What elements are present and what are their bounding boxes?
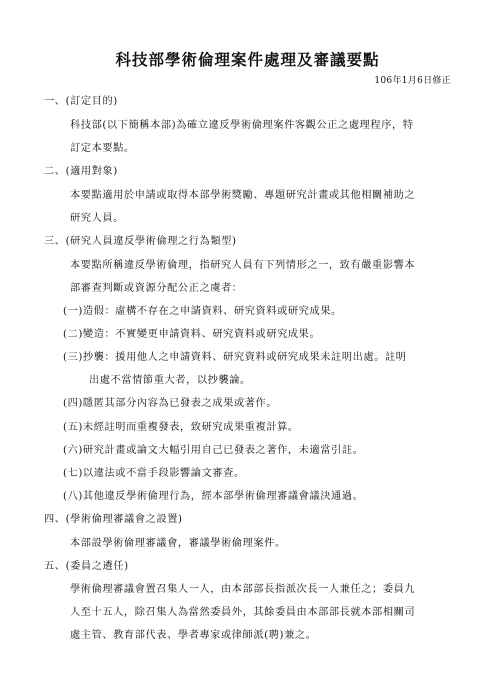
section-2-body-line-1: 本要點適用於申請或取得本部學術獎勵、專題研究計畫或其他相關補助之	[70, 190, 416, 201]
section-5-body-line-1: 學術倫理審議會置召集人一人，由本部部長指派次長一人兼任之；委員九	[70, 584, 416, 595]
section-2-heading: 二、(適用對象)	[44, 166, 118, 177]
section-1-body-line-1: 科技部(以下簡稱本部)為確立違反學術倫理案件客觀公正之處理程序，特	[70, 120, 414, 131]
section-3-body-line-1: 本要點所稱違反學術倫理，指研究人員有下列情形之一，致有嚴重影響本	[70, 260, 416, 271]
list-item-5: (五)未經註明而重複發表，致研究成果重複計算。	[63, 422, 299, 433]
section-5-body-line-3: 處主管、教育部代表、學者專家或律師派(聘)兼之。	[70, 630, 317, 641]
revision-date: 106年1月6日修正	[374, 76, 451, 86]
list-item-4: (四)隱匿其部分內容為已發表之成果或著作。	[63, 398, 278, 409]
section-4-heading: 四、(學術倫理審議會之設置)	[44, 514, 183, 525]
list-item-1: (一)造假：虛構不存在之申請資料、研究資料或研究成果。	[63, 306, 342, 317]
section-5-body-line-2: 人至十五人，除召集人為當然委員外，其餘委員由本部部長就本部相關司	[70, 607, 416, 618]
section-3-heading: 三、(研究人員違反學術倫理之行為類型)	[44, 236, 237, 247]
list-item-3-continuation: 出處不當情節重大者，以抄襲論。	[89, 375, 251, 386]
section-2-body-line-2: 研究人員。	[70, 213, 124, 224]
section-3-body-line-2: 部審查判斷或資源分配公正之虞者：	[70, 283, 243, 294]
list-item-2: (二)變造：不實變更申請資料、研究資料或研究成果。	[63, 329, 321, 340]
list-item-3: (三)抄襲：援用他人之申請資料、研究資料或研究成果未註明出處。註明	[63, 352, 407, 363]
list-item-8: (八)其他違反學術倫理行為，經本部學術倫理審議會議決通過。	[63, 491, 364, 502]
section-4-body-line-1: 本部設學術倫理審議會，審議學術倫理案件。	[70, 538, 286, 549]
list-item-6: (六)研究計畫或論文大幅引用自己已發表之著作，未適當引註。	[63, 445, 364, 456]
document-title: 科技部學術倫理案件處理及審議要點	[115, 50, 380, 69]
section-1-body-line-2: 訂定本要點。	[70, 143, 135, 154]
section-5-heading: 五、(委員之遴任)	[44, 561, 129, 572]
list-item-7: (七)以違法或不當手段影響論文審查。	[63, 468, 245, 479]
section-1-heading: 一、(訂定目的)	[44, 96, 118, 107]
